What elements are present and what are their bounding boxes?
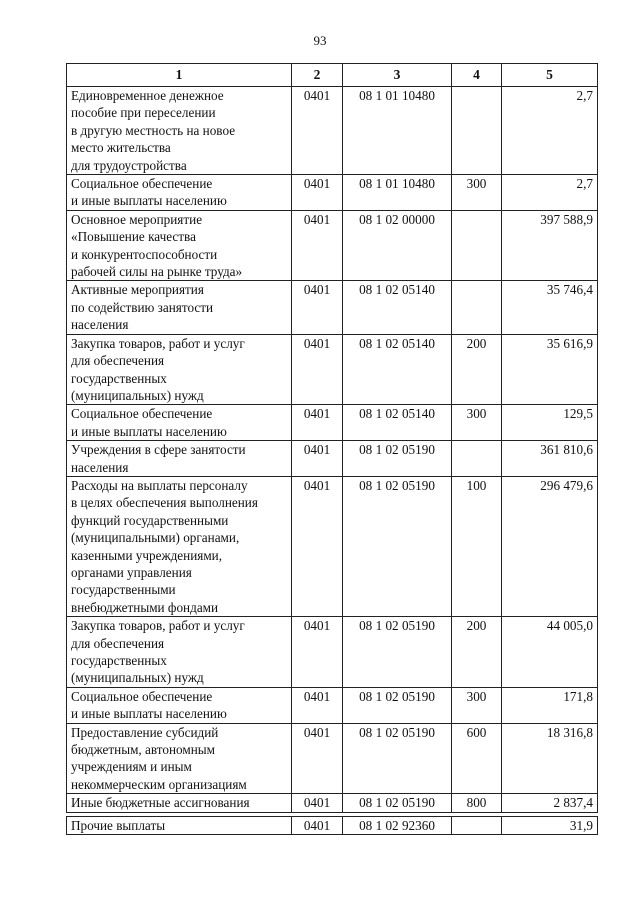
row-name-line: Расходы на выплаты персоналу bbox=[71, 477, 248, 493]
row-amount-cell: 361 810,6 bbox=[502, 441, 598, 477]
row-name-line: государственными bbox=[71, 582, 176, 598]
row-name-line: Социальное обеспечение bbox=[71, 688, 213, 704]
row-name-cell bbox=[67, 617, 292, 688]
table-row bbox=[67, 210, 598, 281]
row-name-line: казенными учреждениями, bbox=[71, 547, 223, 563]
row-target-cell: 08 1 02 05190 bbox=[343, 723, 452, 794]
row-name-line: Основное мероприятие bbox=[71, 211, 203, 227]
row-amount-cell: 31,9 bbox=[502, 816, 598, 834]
row-expense-type-cell bbox=[452, 441, 502, 477]
row-name-line: функций государственными bbox=[71, 512, 229, 528]
table-row bbox=[67, 687, 598, 723]
row-target-cell: 08 1 02 05190 bbox=[343, 476, 452, 616]
table-row bbox=[67, 175, 598, 211]
row-amount-cell: 18 316,8 bbox=[502, 723, 598, 794]
row-expense-type-cell: 200 bbox=[452, 617, 502, 688]
row-expense-type-cell: 300 bbox=[452, 175, 502, 211]
column-header-amount: 5 bbox=[502, 64, 598, 87]
row-name-line: для обеспечения bbox=[71, 635, 165, 651]
table-row bbox=[67, 281, 598, 334]
row-expense-type-cell: 100 bbox=[452, 476, 502, 616]
row-name-line: и иные выплаты населению bbox=[71, 193, 227, 209]
column-header-expense-type: 4 bbox=[452, 64, 502, 87]
row-amount-cell: 171,8 bbox=[502, 687, 598, 723]
table-row bbox=[67, 441, 598, 477]
row-target-cell: 08 1 02 05190 bbox=[343, 687, 452, 723]
row-name-line: «Повышение качества bbox=[71, 229, 196, 245]
row-section-cell: 0401 bbox=[292, 723, 343, 794]
row-target-cell: 08 1 02 05140 bbox=[343, 281, 452, 334]
row-name-line: в целях обеспечения выполнения bbox=[71, 495, 258, 511]
row-amount-cell: 35 616,9 bbox=[502, 334, 598, 405]
row-name-line: государственных bbox=[71, 653, 167, 668]
row-name-line: (муниципальных) нужд bbox=[71, 670, 204, 686]
table-row bbox=[67, 816, 598, 834]
row-name-cell bbox=[67, 723, 292, 794]
row-name-line: пособие при переселении bbox=[71, 105, 216, 121]
row-name-line: Социальное обеспечение bbox=[71, 406, 213, 422]
row-name-line: место жительства bbox=[71, 140, 171, 156]
row-section-cell: 0401 bbox=[292, 687, 343, 723]
row-amount-cell: 129,5 bbox=[502, 405, 598, 441]
row-section-cell: 0401 bbox=[292, 405, 343, 441]
row-target-cell: 08 1 01 10480 bbox=[343, 87, 452, 175]
page-number: 93 bbox=[313, 33, 327, 48]
row-name-line: (муниципальными) органами, bbox=[71, 530, 240, 546]
row-expense-type-cell: 300 bbox=[452, 405, 502, 441]
table-header-row bbox=[67, 64, 598, 87]
row-name-line: рабочей силы на рынке труда» bbox=[71, 264, 243, 280]
row-section-cell: 0401 bbox=[292, 334, 343, 405]
row-name-line: бюджетным, автономным bbox=[71, 742, 215, 758]
row-amount-cell: 296 479,6 bbox=[502, 476, 598, 616]
row-name-line: Единовременное денежное bbox=[71, 88, 224, 103]
row-expense-type-cell: 800 bbox=[452, 794, 502, 812]
row-amount-cell: 2,7 bbox=[502, 87, 598, 175]
row-section-cell: 0401 bbox=[292, 281, 343, 334]
row-name-cell bbox=[67, 175, 292, 211]
row-expense-type-cell bbox=[452, 210, 502, 281]
row-expense-type-cell bbox=[452, 816, 502, 834]
row-name-cell bbox=[67, 210, 292, 281]
row-target-cell: 08 1 02 00000 bbox=[343, 210, 452, 281]
row-target-cell: 08 1 02 92360 bbox=[343, 816, 452, 834]
row-target-cell: 08 1 02 05190 bbox=[343, 794, 452, 812]
row-target-cell: 08 1 02 05140 bbox=[343, 334, 452, 405]
row-name-line: Активные мероприятия bbox=[71, 282, 204, 298]
table-row bbox=[67, 723, 598, 794]
row-name-line: и конкурентоспособности bbox=[71, 246, 218, 262]
row-name-line: Предоставление субсидий bbox=[71, 724, 219, 740]
row-section-cell: 0401 bbox=[292, 794, 343, 812]
row-amount-cell: 35 746,4 bbox=[502, 281, 598, 334]
row-expense-type-cell: 600 bbox=[452, 723, 502, 794]
row-name-cell bbox=[67, 687, 292, 723]
column-header-target: 3 bbox=[343, 64, 452, 87]
row-section-cell: 0401 bbox=[292, 476, 343, 616]
row-name-line: в другую местность на новое bbox=[71, 122, 236, 138]
row-name-line: для трудоустройства bbox=[71, 157, 187, 173]
row-expense-type-cell: 300 bbox=[452, 687, 502, 723]
budget-table bbox=[66, 63, 598, 835]
budget-table-container bbox=[66, 63, 597, 835]
row-name-line: и иные выплаты населению bbox=[71, 706, 227, 722]
row-name-line: Социальное обеспечение bbox=[71, 176, 213, 192]
row-expense-type-cell: 200 bbox=[452, 334, 502, 405]
row-name-cell bbox=[67, 816, 292, 834]
row-name-cell bbox=[67, 334, 292, 405]
row-expense-type-cell bbox=[452, 281, 502, 334]
row-name-line: внебюджетными фондами bbox=[71, 599, 219, 615]
row-expense-type-cell bbox=[452, 87, 502, 175]
column-header-name: 1 bbox=[67, 64, 292, 87]
row-section-cell: 0401 bbox=[292, 441, 343, 477]
column-header-section: 2 bbox=[292, 64, 343, 87]
row-section-cell: 0401 bbox=[292, 617, 343, 688]
row-name-line: Закупка товаров, работ и услуг bbox=[71, 618, 245, 634]
row-name-line: учреждениям и иным bbox=[71, 759, 192, 775]
row-amount-cell: 44 005,0 bbox=[502, 617, 598, 688]
table-body bbox=[67, 87, 598, 835]
row-section-cell: 0401 bbox=[292, 210, 343, 281]
row-target-cell: 08 1 02 05190 bbox=[343, 617, 452, 688]
row-name-line: (муниципальных) нужд bbox=[71, 387, 204, 403]
row-name-line: и иные выплаты населению bbox=[71, 423, 227, 439]
table-row bbox=[67, 476, 598, 616]
row-name-line: населения bbox=[71, 317, 129, 333]
row-name-cell bbox=[67, 87, 292, 175]
row-name-line: Учреждения в сфере занятости bbox=[71, 442, 246, 458]
table-row bbox=[67, 617, 598, 688]
row-section-cell: 0401 bbox=[292, 816, 343, 834]
row-name-line: государственных bbox=[71, 370, 167, 386]
row-name-line: органами управления bbox=[71, 564, 192, 580]
row-name-cell bbox=[67, 405, 292, 441]
row-name-line: для обеспечения bbox=[71, 353, 165, 369]
row-amount-cell: 397 588,9 bbox=[502, 210, 598, 281]
table-row bbox=[67, 794, 598, 812]
row-section-cell: 0401 bbox=[292, 175, 343, 211]
row-section-cell: 0401 bbox=[292, 87, 343, 175]
row-name-line: Прочие выплаты bbox=[71, 817, 166, 833]
row-name-line: некоммерческим организациям bbox=[71, 776, 247, 792]
row-name-line: Закупка товаров, работ и услуг bbox=[71, 335, 245, 351]
row-name-cell bbox=[67, 441, 292, 477]
table-row bbox=[67, 87, 598, 175]
row-name-line: Иные бюджетные ассигнования bbox=[71, 795, 250, 811]
row-name-line: по содействию занятости bbox=[71, 299, 214, 315]
row-target-cell: 08 1 02 05140 bbox=[343, 405, 452, 441]
row-target-cell: 08 1 01 10480 bbox=[343, 175, 452, 211]
row-target-cell: 08 1 02 05190 bbox=[343, 441, 452, 477]
table-row bbox=[67, 334, 598, 405]
row-amount-cell: 2,7 bbox=[502, 175, 598, 211]
table-row bbox=[67, 405, 598, 441]
row-name-cell bbox=[67, 476, 292, 616]
row-name-cell bbox=[67, 794, 292, 812]
row-amount-cell: 2 837,4 bbox=[502, 794, 598, 812]
row-name-line: населения bbox=[71, 459, 129, 475]
row-name-cell bbox=[67, 281, 292, 334]
